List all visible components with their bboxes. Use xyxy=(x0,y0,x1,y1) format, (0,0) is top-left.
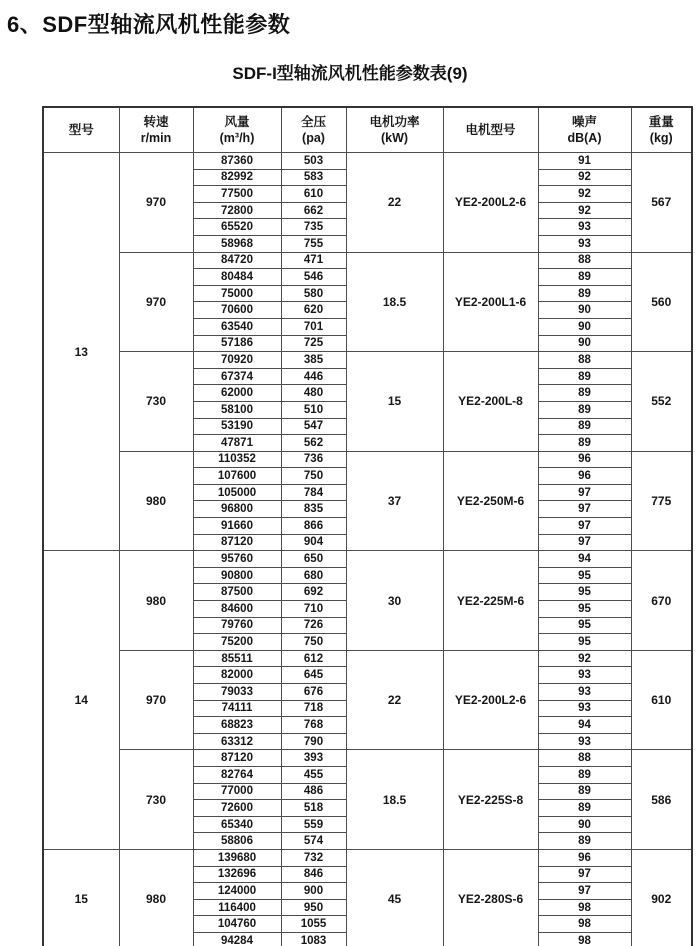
flow-cell: 53190 xyxy=(193,418,281,435)
pressure-cell: 735 xyxy=(281,219,346,236)
flow-cell: 74111 xyxy=(193,700,281,717)
flow-cell: 75000 xyxy=(193,285,281,302)
pressure-cell: 750 xyxy=(281,634,346,651)
speed-cell: 730 xyxy=(119,750,193,850)
header-flow: 风量 (m³/h) xyxy=(193,107,281,153)
pressure-cell: 518 xyxy=(281,800,346,817)
flow-cell: 116400 xyxy=(193,899,281,916)
noise-cell: 96 xyxy=(538,468,631,485)
noise-cell: 96 xyxy=(538,451,631,468)
header-model: 型号 xyxy=(43,107,119,153)
noise-cell: 89 xyxy=(538,833,631,850)
noise-cell: 93 xyxy=(538,235,631,252)
pressure-cell: 725 xyxy=(281,335,346,352)
pressure-cell: 486 xyxy=(281,783,346,800)
power-cell: 22 xyxy=(346,650,443,750)
noise-cell: 96 xyxy=(538,849,631,866)
flow-cell: 58806 xyxy=(193,833,281,850)
motor-cell: YE2-200L2-6 xyxy=(443,153,538,253)
table-title: SDF-I型轴流风机性能参数表(9) xyxy=(232,64,468,83)
pressure-cell: 610 xyxy=(281,186,346,203)
header-speed: 转速 r/min xyxy=(119,107,193,153)
noise-cell: 89 xyxy=(538,783,631,800)
power-cell: 45 xyxy=(346,849,443,946)
noise-cell: 89 xyxy=(538,269,631,286)
pressure-cell: 680 xyxy=(281,567,346,584)
pressure-cell: 583 xyxy=(281,169,346,186)
weight-cell: 567 xyxy=(631,153,692,253)
page-title: 6、SDF型轴流风机性能参数 xyxy=(7,12,291,37)
pressure-cell: 574 xyxy=(281,833,346,850)
header-row xyxy=(43,107,692,153)
flow-cell: 79033 xyxy=(193,684,281,701)
performance-table xyxy=(42,106,693,946)
noise-cell: 95 xyxy=(538,567,631,584)
pressure-cell: 385 xyxy=(281,352,346,369)
noise-cell: 97 xyxy=(538,534,631,551)
weight-cell: 670 xyxy=(631,551,692,651)
noise-cell: 92 xyxy=(538,202,631,219)
flow-cell: 67374 xyxy=(193,368,281,385)
speed-cell: 980 xyxy=(119,451,193,551)
pressure-cell: 510 xyxy=(281,401,346,418)
flow-cell: 77000 xyxy=(193,783,281,800)
speed-cell: 970 xyxy=(119,153,193,253)
flow-cell: 65520 xyxy=(193,219,281,236)
table-row xyxy=(43,551,692,568)
speed-cell: 980 xyxy=(119,551,193,651)
flow-cell: 87120 xyxy=(193,534,281,551)
flow-cell: 132696 xyxy=(193,866,281,883)
noise-cell: 90 xyxy=(538,816,631,833)
table-row xyxy=(43,153,692,170)
noise-cell: 95 xyxy=(538,584,631,601)
table-row xyxy=(43,451,692,468)
pressure-cell: 612 xyxy=(281,650,346,667)
pressure-cell: 562 xyxy=(281,435,346,452)
noise-cell: 90 xyxy=(538,318,631,335)
header-power: 电机功率 (kW) xyxy=(346,107,443,153)
flow-cell: 80484 xyxy=(193,269,281,286)
pressure-cell: 446 xyxy=(281,368,346,385)
motor-cell: YE2-200L-8 xyxy=(443,352,538,452)
noise-cell: 94 xyxy=(538,717,631,734)
noise-cell: 89 xyxy=(538,800,631,817)
pressure-cell: 846 xyxy=(281,866,346,883)
flow-cell: 63312 xyxy=(193,733,281,750)
weight-cell: 560 xyxy=(631,252,692,352)
weight-cell: 586 xyxy=(631,750,692,850)
power-cell: 18.5 xyxy=(346,750,443,850)
motor-cell: YE2-225S-8 xyxy=(443,750,538,850)
flow-cell: 57186 xyxy=(193,335,281,352)
motor-cell: YE2-250M-6 xyxy=(443,451,538,551)
flow-cell: 75200 xyxy=(193,634,281,651)
flow-cell: 79760 xyxy=(193,617,281,634)
pressure-cell: 701 xyxy=(281,318,346,335)
flow-cell: 68823 xyxy=(193,717,281,734)
pressure-cell: 559 xyxy=(281,816,346,833)
flow-cell: 65340 xyxy=(193,816,281,833)
power-cell: 22 xyxy=(346,153,443,253)
motor-cell: YE2-200L2-6 xyxy=(443,650,538,750)
model-cell: 13 xyxy=(43,153,119,551)
noise-cell: 88 xyxy=(538,252,631,269)
speed-cell: 970 xyxy=(119,252,193,352)
pressure-cell: 718 xyxy=(281,700,346,717)
flow-cell: 77500 xyxy=(193,186,281,203)
flow-cell: 94284 xyxy=(193,932,281,946)
noise-cell: 92 xyxy=(538,169,631,186)
noise-cell: 98 xyxy=(538,899,631,916)
table-row xyxy=(43,849,692,866)
pressure-cell: 835 xyxy=(281,501,346,518)
table-row xyxy=(43,750,692,767)
pressure-cell: 547 xyxy=(281,418,346,435)
pressure-cell: 393 xyxy=(281,750,346,767)
table-row xyxy=(43,252,692,269)
noise-cell: 97 xyxy=(538,883,631,900)
pressure-cell: 726 xyxy=(281,617,346,634)
flow-cell: 47871 xyxy=(193,435,281,452)
pressure-cell: 1055 xyxy=(281,916,346,933)
flow-cell: 95760 xyxy=(193,551,281,568)
pressure-cell: 645 xyxy=(281,667,346,684)
weight-cell: 902 xyxy=(631,849,692,946)
pressure-cell: 768 xyxy=(281,717,346,734)
pressure-cell: 620 xyxy=(281,302,346,319)
power-cell: 18.5 xyxy=(346,252,443,352)
weight-cell: 775 xyxy=(631,451,692,551)
noise-cell: 94 xyxy=(538,551,631,568)
header-noise: 噪声 dB(A) xyxy=(538,107,631,153)
noise-cell: 97 xyxy=(538,518,631,535)
pressure-cell: 650 xyxy=(281,551,346,568)
flow-cell: 82764 xyxy=(193,766,281,783)
pressure-cell: 546 xyxy=(281,269,346,286)
flow-cell: 87120 xyxy=(193,750,281,767)
noise-cell: 97 xyxy=(538,501,631,518)
motor-cell: YE2-280S-6 xyxy=(443,849,538,946)
speed-cell: 970 xyxy=(119,650,193,750)
pressure-cell: 732 xyxy=(281,849,346,866)
motor-cell: YE2-225M-6 xyxy=(443,551,538,651)
noise-cell: 98 xyxy=(538,932,631,946)
flow-cell: 63540 xyxy=(193,318,281,335)
pressure-cell: 900 xyxy=(281,883,346,900)
weight-cell: 610 xyxy=(631,650,692,750)
noise-cell: 98 xyxy=(538,916,631,933)
noise-cell: 97 xyxy=(538,866,631,883)
noise-cell: 93 xyxy=(538,667,631,684)
weight-cell: 552 xyxy=(631,352,692,452)
motor-cell: YE2-200L1-6 xyxy=(443,252,538,352)
noise-cell: 93 xyxy=(538,700,631,717)
flow-cell: 58100 xyxy=(193,401,281,418)
header-motor: 电机型号 xyxy=(443,107,538,153)
noise-cell: 89 xyxy=(538,285,631,302)
pressure-cell: 736 xyxy=(281,451,346,468)
flow-cell: 87500 xyxy=(193,584,281,601)
pressure-cell: 866 xyxy=(281,518,346,535)
flow-cell: 70600 xyxy=(193,302,281,319)
pressure-cell: 480 xyxy=(281,385,346,402)
pressure-cell: 455 xyxy=(281,766,346,783)
noise-cell: 89 xyxy=(538,385,631,402)
noise-cell: 92 xyxy=(538,650,631,667)
header-pressure: 全压 (pa) xyxy=(281,107,346,153)
flow-cell: 58968 xyxy=(193,235,281,252)
model-cell: 14 xyxy=(43,551,119,850)
pressure-cell: 1083 xyxy=(281,932,346,946)
speed-cell: 980 xyxy=(119,849,193,946)
flow-cell: 105000 xyxy=(193,484,281,501)
power-cell: 15 xyxy=(346,352,443,452)
noise-cell: 93 xyxy=(538,733,631,750)
noise-cell: 93 xyxy=(538,684,631,701)
pressure-cell: 662 xyxy=(281,202,346,219)
noise-cell: 97 xyxy=(538,484,631,501)
power-cell: 30 xyxy=(346,551,443,651)
noise-cell: 92 xyxy=(538,186,631,203)
noise-cell: 88 xyxy=(538,750,631,767)
flow-cell: 85511 xyxy=(193,650,281,667)
table-body xyxy=(43,153,692,946)
pressure-cell: 503 xyxy=(281,153,346,170)
flow-cell: 82000 xyxy=(193,667,281,684)
pressure-cell: 471 xyxy=(281,252,346,269)
flow-cell: 84720 xyxy=(193,252,281,269)
noise-cell: 95 xyxy=(538,634,631,651)
flow-cell: 139680 xyxy=(193,849,281,866)
noise-cell: 89 xyxy=(538,368,631,385)
pressure-cell: 676 xyxy=(281,684,346,701)
flow-cell: 90800 xyxy=(193,567,281,584)
pressure-cell: 784 xyxy=(281,484,346,501)
noise-cell: 91 xyxy=(538,153,631,170)
pressure-cell: 755 xyxy=(281,235,346,252)
flow-cell: 104760 xyxy=(193,916,281,933)
flow-cell: 87360 xyxy=(193,153,281,170)
power-cell: 37 xyxy=(346,451,443,551)
pressure-cell: 750 xyxy=(281,468,346,485)
noise-cell: 90 xyxy=(538,335,631,352)
pressure-cell: 580 xyxy=(281,285,346,302)
flow-cell: 82992 xyxy=(193,169,281,186)
flow-cell: 72600 xyxy=(193,800,281,817)
noise-cell: 89 xyxy=(538,435,631,452)
pressure-cell: 710 xyxy=(281,601,346,618)
noise-cell: 95 xyxy=(538,617,631,634)
pressure-cell: 692 xyxy=(281,584,346,601)
flow-cell: 96800 xyxy=(193,501,281,518)
speed-cell: 730 xyxy=(119,352,193,452)
pressure-cell: 904 xyxy=(281,534,346,551)
noise-cell: 93 xyxy=(538,219,631,236)
pressure-cell: 790 xyxy=(281,733,346,750)
flow-cell: 107600 xyxy=(193,468,281,485)
noise-cell: 89 xyxy=(538,418,631,435)
noise-cell: 90 xyxy=(538,302,631,319)
flow-cell: 84600 xyxy=(193,601,281,618)
header-weight: 重量 (kg) xyxy=(631,107,692,153)
flow-cell: 110352 xyxy=(193,451,281,468)
table-row xyxy=(43,352,692,369)
flow-cell: 91660 xyxy=(193,518,281,535)
model-cell: 15 xyxy=(43,849,119,946)
flow-cell: 70920 xyxy=(193,352,281,369)
flow-cell: 124000 xyxy=(193,883,281,900)
table-row xyxy=(43,650,692,667)
noise-cell: 88 xyxy=(538,352,631,369)
flow-cell: 72800 xyxy=(193,202,281,219)
pressure-cell: 950 xyxy=(281,899,346,916)
noise-cell: 89 xyxy=(538,401,631,418)
noise-cell: 95 xyxy=(538,601,631,618)
noise-cell: 89 xyxy=(538,766,631,783)
flow-cell: 62000 xyxy=(193,385,281,402)
